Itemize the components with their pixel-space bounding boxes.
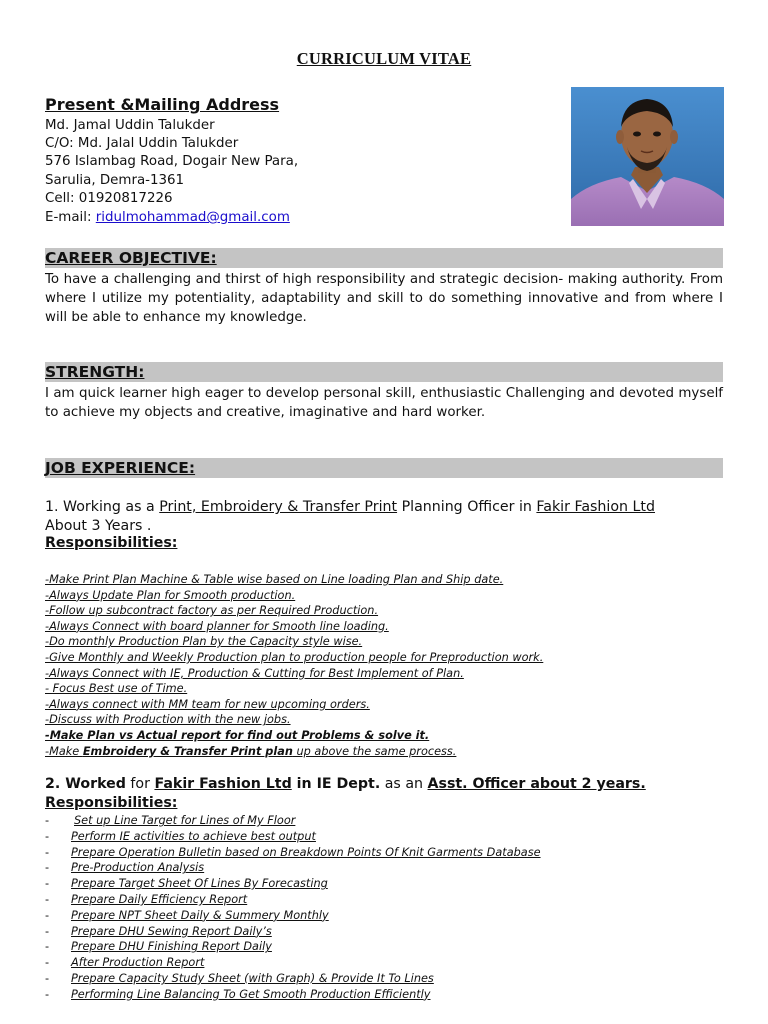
last-item-post: up above the same process. <box>292 744 457 758</box>
bullet-dash: - <box>45 892 50 906</box>
list-item-text: Prepare DHU Sewing Report Daily’s <box>71 924 272 938</box>
list-item-text: After Production Report <box>71 956 205 970</box>
email-label: E-mail: <box>45 210 96 225</box>
list-item-last <box>45 744 543 760</box>
list-item: -Always connect with MM team for new upcoming orders. <box>45 697 370 711</box>
list-item: -Always Connect with board planner for Smooth line loading. <box>45 619 389 633</box>
list-item-bold-text: -Make Plan vs Actual report for find out Problems & solve it. <box>45 728 430 742</box>
last-item-pre: -Make <box>45 744 83 758</box>
job2-heading <box>45 775 735 794</box>
list-item: -Follow up subcontract factory as per Required Production. <box>45 604 379 618</box>
list-item-text: Prepare NPT Sheet Daily & Summery Monthly <box>71 908 329 922</box>
bullet-dash: - <box>45 956 50 970</box>
list-item-text: Prepare DHU Finishing Report Daily <box>71 940 272 954</box>
job1-prefix: 1. Working as a <box>45 499 160 515</box>
address-heading: Present &Mailing Address <box>45 95 280 114</box>
list-item-text: Pre-Production Analysis <box>71 861 205 875</box>
address-cell: Cell: 01920817226 <box>45 191 173 206</box>
list-item: -Discuss with Production with the new jobs. <box>45 713 291 727</box>
list-item-text: Set up Line Target for Lines of My Floor <box>74 814 296 827</box>
bullet-dash: - <box>45 845 50 859</box>
job1-role: Print, Embroidery & Transfer Print <box>159 499 398 515</box>
bullet-dash: - <box>45 924 50 938</box>
job2-role: Asst. Officer about 2 years. <box>427 776 646 792</box>
job2-as: as an <box>380 776 428 792</box>
career-objective-text: To have a challenging and thirst of high responsibility and strategic decision- making authority. From where I utilize my potentiality, adaptability and skill to do something innovative and from where I will be able to enhance my knowledge. <box>45 272 723 325</box>
address-street: 576 Islambag Road, Dogair New Para, <box>45 154 299 169</box>
list-item-text: Prepare Target Sheet Of Lines By Forecasting <box>71 877 328 891</box>
list-item-text: Prepare Daily Efficiency Report <box>71 892 248 906</box>
bullet-dash: - <box>45 861 50 875</box>
list-item: - Focus Best use of Time. <box>45 682 188 696</box>
job1-responsibility-list <box>45 572 543 759</box>
list-item-bold <box>45 728 543 744</box>
last-item-bold: Embroidery & Transfer Print plan <box>82 744 293 758</box>
profile-photo <box>571 87 724 226</box>
job1-heading <box>45 498 735 517</box>
address-care-of: C/O: Md. Jalal Uddin Talukder <box>45 136 239 151</box>
bullet-dash: - <box>45 971 50 985</box>
document-title: CURRICULUM VITAE <box>296 49 472 68</box>
job2-company: Fakir Fashion Ltd <box>154 776 292 792</box>
list-item-text: Performing Line Balancing To Get Smooth Production Efficiently <box>71 987 431 1001</box>
email-link[interactable]: ridulmohammad@gmail.com <box>95 210 290 225</box>
bullet-dash: - <box>45 877 50 891</box>
job1-duration: About 3 Years . <box>45 518 152 534</box>
bullet-dash: - <box>45 908 50 922</box>
list-item-text: Perform IE activities to achieve best output <box>71 829 316 843</box>
job2-prefix: 2. Worked <box>45 776 126 792</box>
bullet-dash: - <box>45 814 50 827</box>
list-item: -Always Update Plan for Smooth production. <box>45 588 296 602</box>
job2-dept: in IE Dept. <box>291 776 381 792</box>
address-name: Md. Jamal Uddin Talukder <box>45 118 215 133</box>
strength-heading: STRENGTH: <box>45 363 145 381</box>
strength-text: I am quick learner high eager to develop personal skill, enthusiastic Challenging and devoted myself to achieve my objects and creative, imaginative and hard worker. <box>45 386 723 420</box>
list-item: -Do monthly Production Plan by the Capacity style wise. <box>45 635 363 649</box>
list-item: -Give Monthly and Weekly Production plan to production people for Preproduction work. <box>45 650 544 664</box>
list-item: -Always Connect with IE, Production & Cutting for Best Implement of Plan. <box>45 666 464 680</box>
job1-company: Fakir Fashion Ltd <box>536 499 655 515</box>
list-item: -Make Print Plan Machine & Table wise based on Line loading Plan and Ship date. <box>45 573 504 586</box>
job2-responsibilities-heading: Responsibilities: <box>45 795 178 811</box>
address-email-row <box>45 209 290 227</box>
job1-mid: Planning Officer in <box>397 499 537 515</box>
job2-for: for <box>125 776 155 792</box>
bullet-dash: - <box>45 940 50 954</box>
job-experience-heading: JOB EXPERIENCE: <box>45 459 196 477</box>
address-area: Sarulia, Demra-1361 <box>45 173 185 188</box>
bullet-dash: - <box>45 829 50 843</box>
bullet-dash: - <box>45 987 50 1001</box>
list-item-text: Prepare Operation Bulletin based on Breakdown Points Of Knit Garments Database <box>71 845 541 859</box>
list-item-text: Prepare Capacity Study Sheet (with Graph) & Provide It To Lines <box>71 971 434 985</box>
career-objective-heading: CAREER OBJECTIVE: <box>45 249 217 267</box>
strength-bar <box>45 362 723 382</box>
job1-responsibilities-heading: Responsibilities: <box>45 535 178 551</box>
